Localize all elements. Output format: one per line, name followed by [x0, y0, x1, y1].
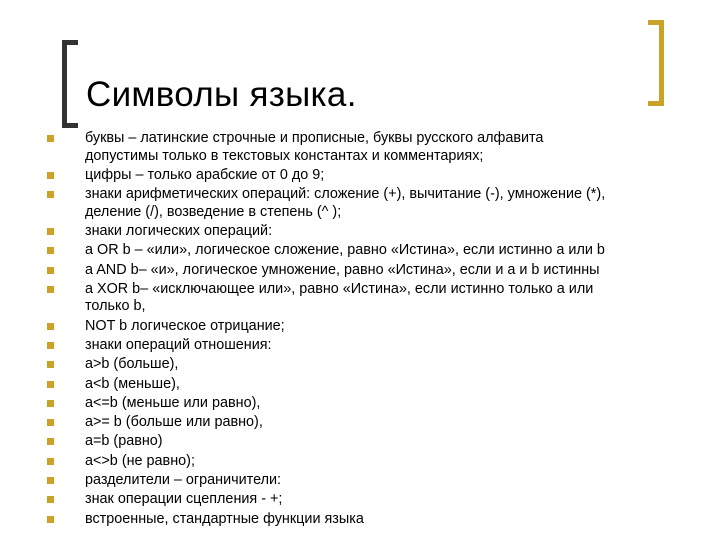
bullet-item: [0, 414, 685, 432]
bullet-text-line: разделители – ограничители:: [85, 472, 282, 488]
bullet-item: [0, 491, 685, 509]
bullet-text-line: a=b (равно): [85, 433, 163, 450]
bullet-text-line: знаки арифметических операций: сложение (+), вычитание (-), умножение (*),: [85, 186, 606, 203]
bullet-item: [0, 395, 685, 413]
square-bullet-icon: [47, 247, 54, 254]
bullet-text-line: деление (/), возведение в степень (^ );: [85, 203, 342, 220]
square-bullet-icon: [47, 228, 54, 235]
bullet-text-line: a<>b (не равно);: [85, 452, 195, 469]
square-bullet-icon: [47, 438, 54, 445]
bullet-text-line: встроенные, стандартные функции языка: [85, 510, 364, 527]
bullet-text-line: a OR b – «или», логическое сложение, равно «Истина», если истинно a или b: [85, 242, 605, 259]
right-bracket-decoration: [648, 20, 664, 106]
square-bullet-icon: [47, 400, 54, 407]
bullet-item: [0, 433, 685, 451]
bullet-list: [0, 130, 685, 530]
square-bullet-icon: [47, 342, 54, 349]
bullet-text-line: знак операции сцепления - +;: [85, 491, 283, 508]
bullet-item: [0, 337, 685, 355]
square-bullet-icon: [47, 267, 54, 274]
bullet-text-line: a<b (меньше),: [85, 375, 180, 392]
bullet-text-line: цифры – только арабские от 0 до 9;: [85, 166, 325, 183]
square-bullet-icon: [47, 458, 54, 465]
square-bullet-icon: [47, 323, 54, 330]
bullet-text-line: a AND b– «и», логическое умножение, равно «Истина», если и a и b истинны: [85, 261, 600, 278]
bullet-text-line: NOT b логическое отрицание;: [85, 317, 285, 334]
bullet-text-line: a XOR b– «исключающее или», равно «Истина», если истинно только a или: [85, 280, 594, 297]
bullet-item: [0, 167, 685, 185]
bullet-text-line: допустимы только в текстовых константах и комментариях;: [85, 147, 484, 164]
bullet-item: [0, 376, 685, 394]
bullet-item: [0, 262, 685, 280]
slide-title: Символы языка.: [86, 75, 357, 114]
bullet-item: [0, 281, 685, 316]
square-bullet-icon: [47, 496, 54, 503]
square-bullet-icon: [47, 191, 54, 198]
square-bullet-icon: [47, 381, 54, 388]
bullet-item: [0, 242, 685, 260]
bullet-item: [0, 186, 685, 221]
bullet-item: [0, 130, 685, 165]
bullet-text-line: знаки операций отношения:: [85, 337, 272, 354]
square-bullet-icon: [47, 477, 54, 484]
bullet-item: [0, 453, 685, 471]
square-bullet-icon: [47, 172, 54, 179]
bullet-item: [0, 511, 685, 529]
bullet-item: [0, 356, 685, 374]
left-bracket-decoration: [62, 40, 78, 128]
square-bullet-icon: [47, 361, 54, 368]
bullet-text-line: только b,: [85, 298, 146, 315]
bullet-item: [0, 472, 685, 490]
bullet-text-line: a>= b (больше или равно),: [85, 414, 263, 431]
square-bullet-icon: [47, 516, 54, 523]
square-bullet-icon: [47, 135, 54, 142]
square-bullet-icon: [47, 286, 54, 293]
bullet-text-line: a<=b (меньше или равно),: [85, 394, 261, 411]
square-bullet-icon: [47, 419, 54, 426]
bullet-text-line: знаки логических операций:: [85, 223, 273, 240]
bullet-text-line: буквы – латинские строчные и прописные, буквы русского алфавита: [85, 130, 544, 146]
bullet-text-line: a>b (больше),: [85, 356, 179, 373]
bullet-item: [0, 223, 685, 241]
bullet-item: [0, 318, 685, 336]
